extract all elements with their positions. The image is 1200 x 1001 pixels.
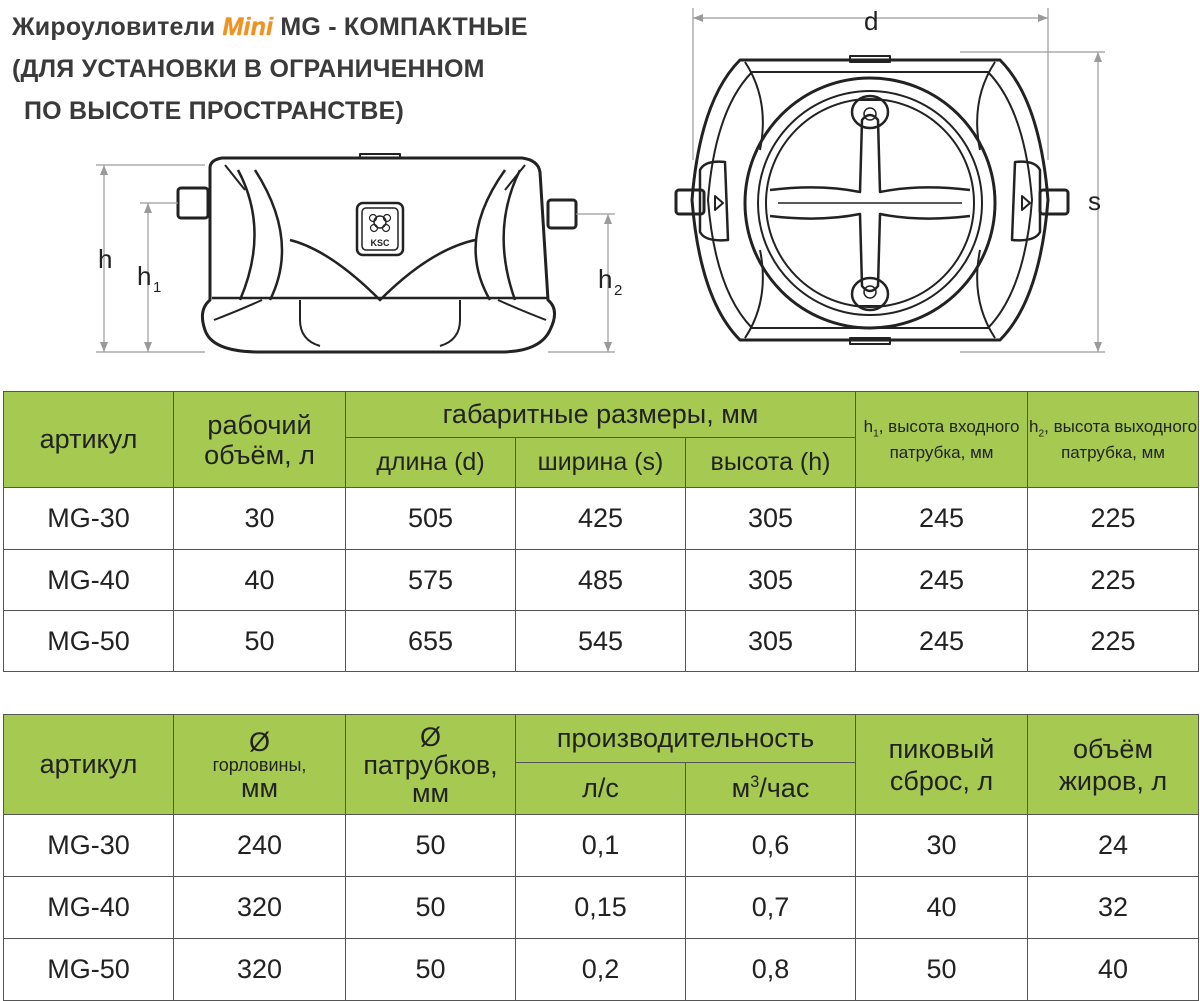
header-capacity-group: производительность — [516, 715, 856, 763]
title-line-2: (ДЛЯ УСТАНОВКИ В ОГРАНИЧЕННОМ — [12, 55, 485, 83]
table-row: MG-30 240 50 0,1 0,6 30 24 — [4, 815, 1199, 877]
header-pipes-diameter: Ø патрубков, мм — [346, 715, 516, 815]
top-view-drawing — [676, 56, 1068, 344]
label-h: h — [98, 244, 113, 274]
header-ls: л/с — [516, 763, 686, 815]
header-dimensions-group: габаритные размеры, мм — [346, 392, 856, 438]
header-article: артикул — [4, 715, 174, 815]
title-line-3: ПО ВЫСОТЕ ПРОСТРАНСТВЕ) — [24, 97, 405, 125]
header-h2: $h_2$, высота выходного патрубка, мм — [1028, 392, 1199, 488]
header-m3h: $м^3$/час — [686, 763, 856, 815]
performance-table — [3, 714, 1199, 1001]
label-h1-sub: 1 — [153, 279, 162, 296]
brand-mini: Mini — [222, 13, 274, 41]
table-row: MG-40 320 50 0,15 0,7 40 32 — [4, 877, 1199, 939]
header-length: длина (d) — [346, 438, 516, 488]
table-row: MG-30 30 505 425 305 245 225 — [4, 488, 1199, 550]
header-article: артикул — [4, 392, 174, 488]
title-line-1: Жироуловители Mini MG - КОМПАКТНЫЕ — [12, 13, 528, 41]
header-volume: рабочий объём, л — [174, 392, 346, 488]
side-logo-text: KSC — [370, 238, 390, 248]
table-row: MG-40 40 575 485 305 245 225 — [4, 550, 1199, 611]
label-h2: h — [598, 264, 613, 294]
table-row: MG-50 320 50 0,2 0,8 50 40 — [4, 939, 1199, 1001]
product-drawings — [0, 0, 1200, 390]
side-view-drawing — [178, 154, 576, 352]
label-h2-sub: 2 — [614, 282, 623, 299]
side-dimension-lines — [96, 165, 615, 352]
header-neck-diameter: Ø горловины, мм — [174, 715, 346, 815]
dimensions-table — [3, 391, 1199, 672]
header-h1: $h_1$, высота входного патрубка, мм — [856, 392, 1028, 488]
table-row: MG-50 50 655 545 305 245 225 — [4, 611, 1199, 672]
label-h1: h — [137, 261, 152, 291]
header-fat: объём жиров, л — [1028, 715, 1199, 815]
label-d: d — [864, 6, 879, 36]
header-peak: пиковый сброс, л — [856, 715, 1028, 815]
header-height: высота (h) — [686, 438, 856, 488]
header-width: ширина (s) — [516, 438, 686, 488]
label-s: s — [1088, 186, 1101, 216]
